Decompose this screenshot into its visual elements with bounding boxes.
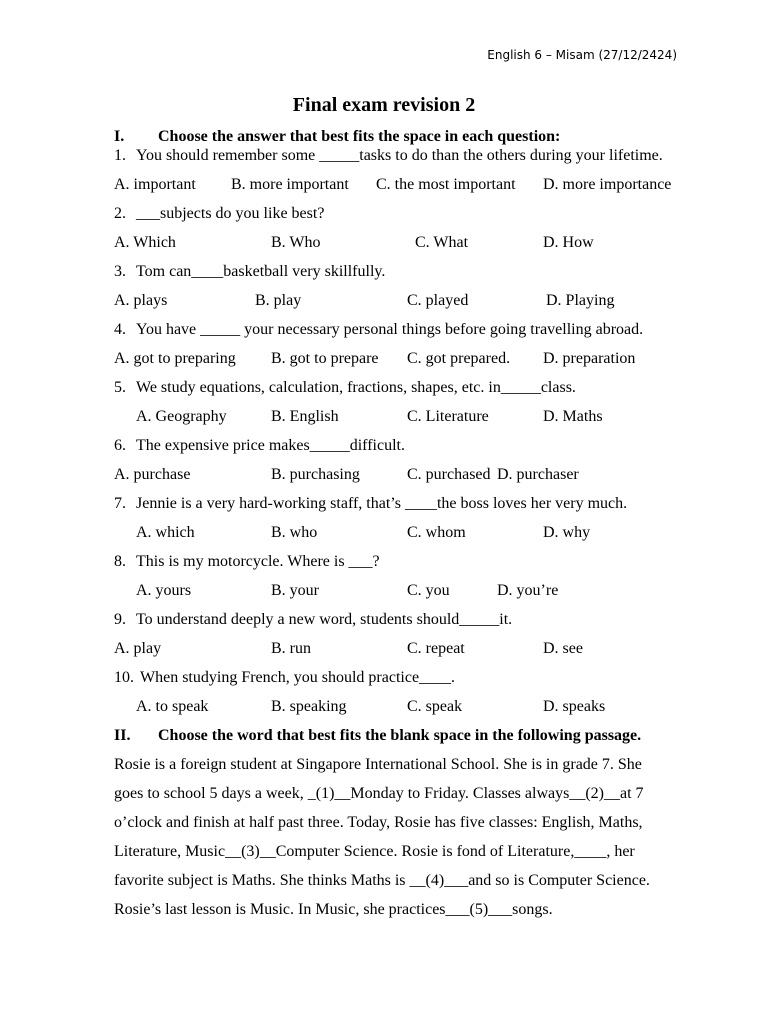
- passage-line: goes to school 5 days a week, _(1)__Monday to Friday. Classes always__(2)__at 7: [114, 785, 644, 802]
- option-c: C. the most important: [376, 176, 516, 193]
- section-2-title: Choose the word that best fits the blank space in the following passage.: [158, 727, 642, 744]
- option-b: B. Who: [271, 234, 321, 251]
- option-a: A. play: [114, 640, 162, 657]
- option-a: A. yours: [136, 582, 192, 599]
- question-text: Tom can____basketball very skillfully.: [136, 263, 386, 280]
- question-number: 10.: [114, 669, 134, 686]
- option-a: A. purchase: [114, 466, 191, 483]
- option-d: D. speaks: [543, 698, 606, 715]
- question-text: The expensive price makes_____difficult.: [136, 437, 405, 454]
- option-d: D. Playing: [546, 292, 615, 309]
- question-number: 7.: [114, 495, 126, 512]
- option-c: C. played: [407, 292, 469, 309]
- option-b: B. English: [271, 408, 339, 425]
- option-a: A. to speak: [136, 698, 209, 715]
- question-text: You have _____ your necessary personal things before going travelling abroad.: [136, 321, 644, 338]
- option-d: D. How: [543, 234, 594, 251]
- question-number: 2.: [114, 205, 126, 222]
- option-b: B. speaking: [271, 698, 347, 715]
- question-text: To understand deeply a new word, students should_____it.: [136, 611, 513, 628]
- option-a: A. which: [136, 524, 195, 541]
- option-c: C. repeat: [407, 640, 465, 657]
- passage-line: Rosie’s last lesson is Music. In Music, she practices___(5)___songs.: [114, 901, 553, 918]
- option-a: A. Which: [114, 234, 176, 251]
- question-number: 8.: [114, 553, 126, 570]
- option-b: B. who: [271, 524, 318, 541]
- option-b: B. purchasing: [271, 466, 360, 483]
- option-a: A. Geography: [136, 408, 227, 425]
- question-text: Jennie is a very hard-working staff, that’s ____the boss loves her very much.: [136, 495, 628, 512]
- option-b: B. your: [271, 582, 319, 599]
- option-d: D. you’re: [497, 582, 559, 599]
- passage-line: favorite subject is Maths. She thinks Maths is __(4)___and so is Computer Science.: [114, 872, 650, 889]
- question-number: 5.: [114, 379, 126, 396]
- question-number: 9.: [114, 611, 126, 628]
- option-b: B. got to prepare: [271, 350, 379, 367]
- question-text: You should remember some _____tasks to do than the others during your lifetime.: [136, 147, 663, 164]
- option-b: B. more important: [231, 176, 349, 193]
- option-c: C. What: [415, 234, 469, 251]
- option-d: D. why: [543, 524, 591, 541]
- option-c: C. whom: [407, 524, 466, 541]
- option-a: A. got to preparing: [114, 350, 236, 367]
- page-title: Final exam revision 2: [292, 94, 476, 116]
- question-number: 4.: [114, 321, 126, 338]
- page-header: English 6 – Misam (27/12/2424): [487, 48, 677, 62]
- option-c: C. Literature: [407, 408, 489, 425]
- question-number: 1.: [114, 147, 126, 164]
- option-c: C. purchased: [407, 466, 491, 483]
- option-b: B. play: [255, 292, 302, 309]
- option-a: A. important: [114, 176, 196, 193]
- option-d: D. more importance: [543, 176, 672, 193]
- option-c: C. speak: [407, 698, 463, 715]
- passage-line: Literature, Music__(3)__Computer Science. Rosie is fond of Literature,____, her: [114, 843, 635, 860]
- option-d: D. purchaser: [497, 466, 579, 483]
- question-text: When studying French, you should practice____.: [140, 669, 456, 686]
- option-c: C. you: [407, 582, 450, 599]
- section-1-title: Choose the answer that best fits the space in each question:: [158, 128, 561, 145]
- option-b: B. run: [271, 640, 311, 657]
- question-number: 3.: [114, 263, 126, 280]
- question-number: 6.: [114, 437, 126, 454]
- option-d: D. preparation: [543, 350, 636, 367]
- question-text: ___subjects do you like best?: [136, 205, 325, 222]
- section-2-numeral: II.: [114, 727, 131, 744]
- option-d: D. Maths: [543, 408, 603, 425]
- option-a: A. plays: [114, 292, 168, 309]
- question-text: This is my motorcycle. Where is ___?: [136, 553, 380, 570]
- option-d: D. see: [543, 640, 583, 657]
- passage-line: Rosie is a foreign student at Singapore International School. She is in grade 7. She: [114, 756, 642, 773]
- passage-line: o’clock and finish at half past three. Today, Rosie has five classes: English, Maths,: [114, 814, 643, 831]
- option-c: C. got prepared.: [407, 350, 511, 367]
- section-1-numeral: I.: [114, 128, 125, 145]
- question-text: We study equations, calculation, fractions, shapes, etc. in_____class.: [136, 379, 576, 396]
